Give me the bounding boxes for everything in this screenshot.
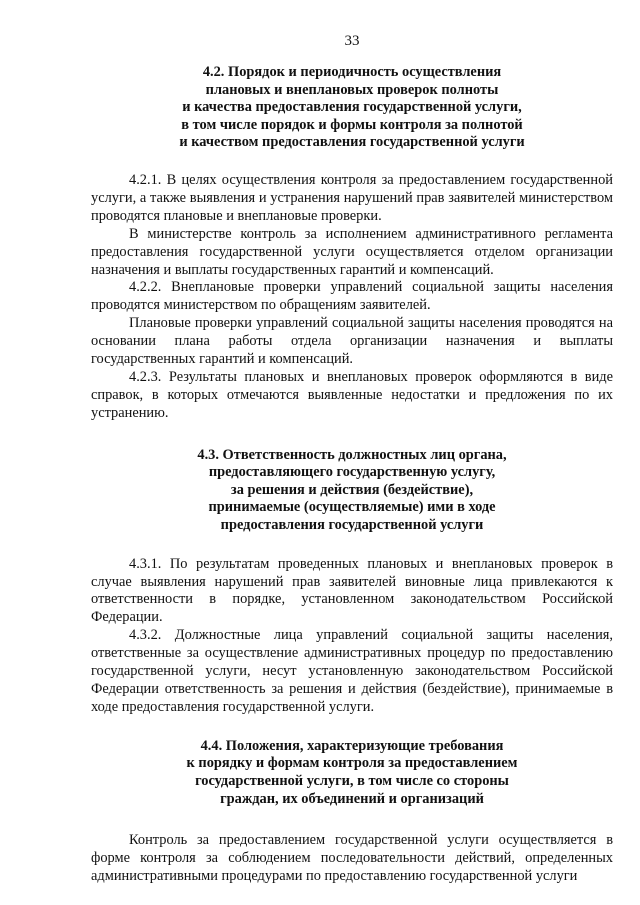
paragraph: 4.2.3. Результаты плановых и внеплановых проверок оформляются в виде справок, в которых отмечаются выявленные недостатки и предложения по их устранению. — [91, 368, 613, 421]
section-heading-4-2 — [91, 64, 613, 152]
heading-line: к порядку и формам контроля за предоставлением — [186, 755, 518, 772]
page-number: 33 — [344, 33, 360, 49]
heading-line: и качества предоставления государственной услуги, — [182, 99, 522, 116]
heading-line: предоставления государственной услуги — [220, 517, 484, 534]
paragraph: Плановые проверки управлений социальной защиты населения проводятся на основании плана работы отдела организации назначения и выплаты государственных гарантий и компенсаций. — [91, 315, 613, 368]
heading-line: государственной услуги, в том числе со стороны — [195, 772, 509, 789]
paragraph: 4.2.2. Внеплановые проверки управлений социальной защиты населения проводятся министерством по обращениям заявителей. — [91, 279, 613, 314]
section-heading-4-3 — [91, 447, 613, 535]
paragraph: 4.2.1. В целях осуществления контроля за предоставлением государственной услуги, а также выявления и устранения нарушений прав заявителей министерством проводятся плановые и внеплановые проверки. — [91, 171, 613, 224]
heading-line: 4.2. Порядок и периодичность осуществления — [202, 64, 502, 80]
heading-line: плановых и внеплановых проверок полноты — [205, 81, 499, 98]
paragraph: 4.3.1. По результатам проведенных плановых и внеплановых проверок в случае выявления нарушений прав заявителей виновные лица привлекаются к ответственности в порядке, установленном законодательством Российской Федерации. — [91, 555, 613, 626]
section-body-4-2 — [91, 172, 613, 423]
heading-line: 4.4. Положения, характеризующие требования — [200, 737, 504, 754]
paragraph: Контроль за предоставлением государственной услуги осуществляется в форме контроля за соблюдением последовательности действий, определенных административными процедурами по предоставлению государственной услуги — [91, 832, 613, 884]
paragraph: 4.3.2. Должностные лица управлений социальной защиты населения, ответственные за осуществление административных процедур по предоставлению государственной услуги, несут установленную законодательством Российской Федерации ответственность за решения и действия (бездействие), принимаемые в ходе предоставления государственной услуги. — [91, 627, 613, 715]
heading-line: 4.3. Ответственность должностных лиц органа, — [197, 446, 507, 463]
paragraph: В министерстве контроль за исполнением административного регламента предоставления государственной услуги осуществляется отделом организации назначения и выплаты государственных гарантий и компенсаций. — [91, 225, 613, 278]
heading-line: принимаемые (осуществляемые) ими в ходе — [208, 499, 496, 516]
section-heading-4-4 — [91, 738, 613, 808]
heading-line: и качеством предоставления государственной услуги — [179, 134, 525, 151]
heading-line: граждан, их объединений и организаций — [220, 790, 484, 807]
heading-line: предоставляющего государственную услугу, — [208, 464, 496, 481]
section-body-4-4 — [91, 832, 613, 886]
heading-line: за решения и действия (бездействие), — [230, 481, 474, 498]
heading-line: в том числе порядок и формы контроля за полнотой — [181, 116, 523, 133]
section-body-4-3 — [91, 556, 613, 717]
